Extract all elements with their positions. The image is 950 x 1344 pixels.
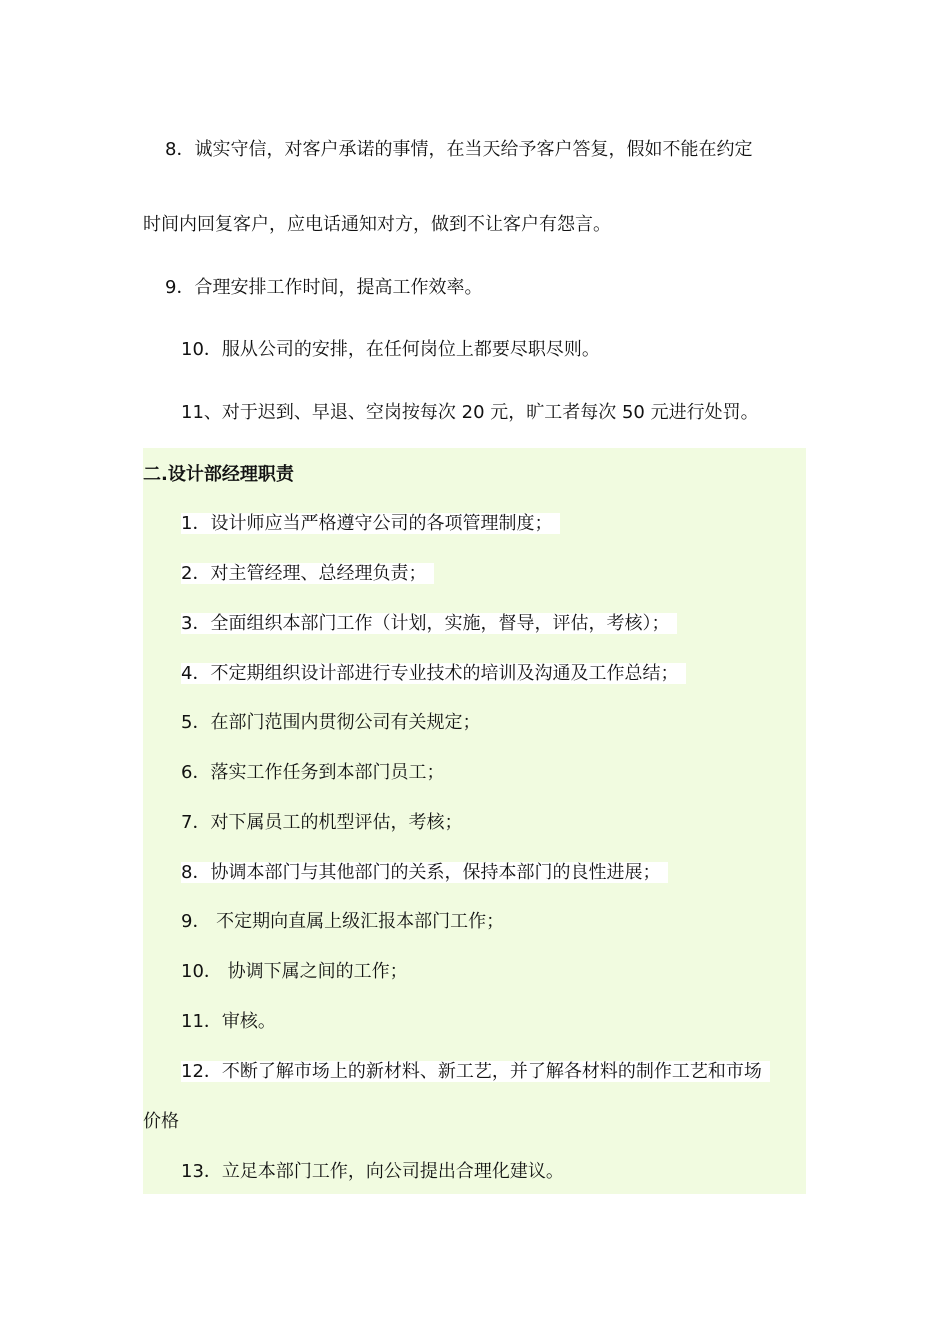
- duty-item-13: [181, 1159, 564, 1185]
- duty-item-text: 3．全面组织本部门工作（计划，实施，督导，评估，考核）；: [181, 613, 677, 634]
- duty-item-text: 8．协调本部门与其他部门的关系，保持本部门的良性进展；: [181, 862, 668, 883]
- duty-item-text: 1．设计师应当严格遵守公司的各项管理制度；: [181, 513, 560, 534]
- duty-item-12-continued: [143, 1109, 179, 1135]
- rule-8-line-1: 8．诚实守信，对客户承诺的事情，在当天给予客户答复，假如不能在约定: [165, 139, 753, 160]
- duty-item-text: 7．对下属员工的机型评估，考核；: [181, 812, 463, 833]
- duty-item-text: 2．对主管经理、总经理负责；: [181, 563, 434, 584]
- duty-item-text: 5．在部门范围内贯彻公司有关规定；: [181, 712, 481, 733]
- duty-item-3: [181, 611, 677, 637]
- duty-item-text: 10． 协调下属之间的工作；: [181, 961, 408, 982]
- duty-item-4: [181, 661, 686, 687]
- duty-item-10: [181, 959, 408, 985]
- duty-item-8: [181, 860, 668, 886]
- duty-item-9: [181, 909, 504, 935]
- rule-9: 9．合理安排工作时间，提高工作效率。: [165, 277, 483, 298]
- rule-8-line-2: 时间内回复客户，应电话通知对方，做到不让客户有怨言。: [143, 214, 611, 235]
- duty-item-11: [181, 1009, 276, 1035]
- rule-10: 10．服从公司的安排，在任何岗位上都要尽职尽则。: [181, 339, 600, 360]
- section-heading: 二.设计部经理职责: [143, 464, 294, 485]
- duty-item-text: 11．审核。: [181, 1011, 276, 1032]
- duty-item-text: 价格: [143, 1111, 179, 1132]
- duty-item-12: [181, 1059, 770, 1085]
- duty-item-6: [181, 760, 444, 786]
- duty-item-7: [181, 810, 462, 836]
- duty-item-text: 6．落实工作任务到本部门员工；: [181, 762, 445, 783]
- duty-item-text: 9． 不定期向直属上级汇报本部门工作；: [181, 911, 505, 932]
- duty-item-text: 4．不定期组织设计部进行专业技术的培训及沟通及工作总结；: [181, 663, 686, 684]
- duty-item-text: 13．立足本部门工作，向公司提出合理化建议。: [181, 1161, 564, 1182]
- duty-item-1: [181, 511, 560, 537]
- duty-item-text: 12．不断了解市场上的新材料、新工艺，并了解各材料的制作工艺和市场: [181, 1061, 770, 1082]
- rule-11: 11、对于迟到、早退、空岗按每次 20 元，旷工者每次 50 元进行处罚。: [181, 402, 759, 423]
- duty-item-5: [181, 710, 480, 736]
- duty-item-2: [181, 561, 434, 587]
